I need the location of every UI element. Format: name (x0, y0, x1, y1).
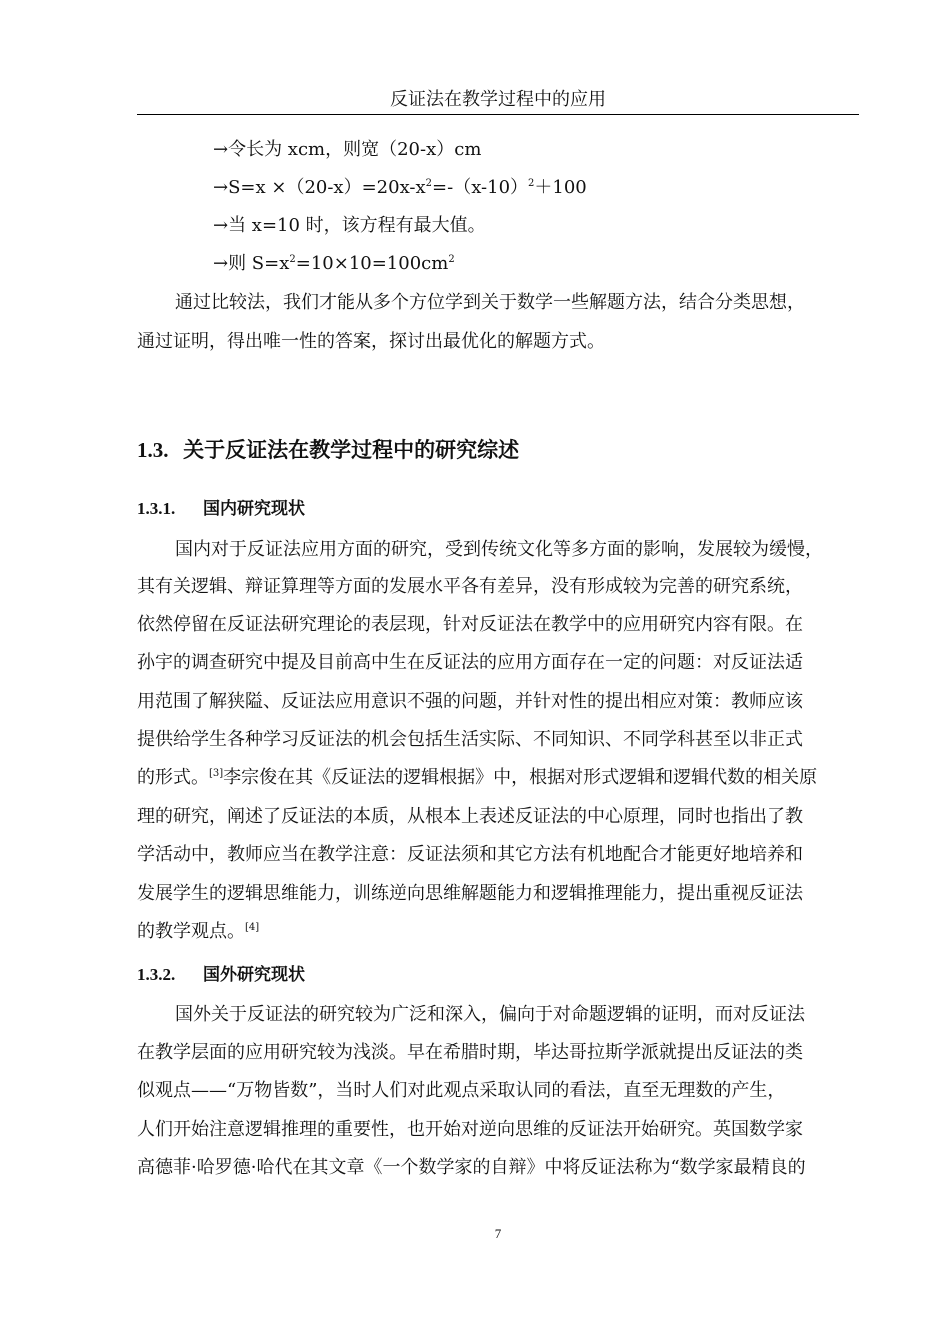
calc-line-1 (213, 138, 481, 162)
paragraph-line: 提供给学生各种学习反证法的机会包括生活实际、不同知识、不同学科甚至以非正式 (137, 729, 803, 750)
summary-line: 通过比较法，我们才能从多个方位学到关于数学一些解题方法，结合分类思想， (175, 292, 805, 313)
paragraph-line: 人们开始注意逻辑推理的重要性，也开始对逆向思维的反证法开始研究。英国数学家 (137, 1119, 803, 1140)
paragraph-line: 依然停留在反证法研究理论的表层现，针对反证法在教学中的应用研究内容有限。在 (137, 614, 803, 635)
paragraph-line: 理的研究，阐述了反证法的本质，从根本上表述反证法的中心原理，同时也指出了教 (137, 806, 803, 827)
paragraph-line: 似观点——“万物皆数”，当时人们对此观点采取认同的看法，直至无理数的产生， (137, 1080, 786, 1101)
paragraph-line: 国内对于反证法应用方面的研究，受到传统文化等多方面的影响，发展较为缓慢， (175, 539, 823, 560)
paragraph-line: 其有关逻辑、辩证算理等方面的发展水平各有差异，没有形成较为完善的研究系统， (137, 576, 803, 597)
calc-text: →当 x=10 时，该方程有最大值。 (213, 215, 486, 236)
paragraph-line: 在教学层面的应用研究较为浅淡。早在希腊时期，毕达哥拉斯学派就提出反证法的类 (137, 1042, 803, 1063)
calc-text: =-（x-10） (432, 177, 529, 198)
running-header: 反证法在教学过程中的应用 (390, 89, 606, 110)
subsection-number: 1.3.2. (137, 965, 176, 984)
calc-text: =10×10=100cm (295, 253, 449, 274)
header-rule (137, 114, 859, 115)
superscript: 2 (528, 178, 535, 189)
paragraph-text: 李宗俊在其《反证法的逻辑根据》中，根据对形式逻辑和逻辑代数的相关原 (223, 767, 818, 788)
subsection-title: 国内研究现状 (203, 499, 305, 519)
calc-text: →令长为 xcm，则宽（20-x）cm (213, 139, 482, 160)
calc-line-4 (213, 252, 455, 276)
page-number: 7 (494, 1226, 502, 1241)
summary-line: 通过证明，得出唯一性的答案，探讨出最优化的解题方式。 (137, 331, 605, 352)
calc-text: ＋100 (534, 177, 587, 198)
calc-text: →则 S=x (213, 253, 290, 274)
paragraph-line: 学活动中，教师应当在教学注意：反证法须和其它方法有机地配合才能更好地培养和 (137, 844, 803, 865)
section-title: 关于反证法在教学过程中的研究综述 (183, 438, 520, 462)
citation-ref: [3] (209, 768, 224, 779)
superscript: 2 (289, 254, 296, 265)
citation-ref: [4] (245, 922, 260, 933)
superscript: 2 (425, 178, 433, 189)
subsection-heading-domestic (137, 497, 305, 521)
paragraph-line (137, 766, 817, 790)
section-heading (137, 436, 519, 464)
subsection-title: 国外研究现状 (203, 965, 305, 985)
paragraph-text: 的形式。 (137, 767, 209, 788)
paragraph-text: 的教学观点。 (137, 921, 245, 942)
paragraph-line: 国外关于反证法的研究较为广泛和深入，偏向于对命题逻辑的证明，而对反证法 (175, 1004, 805, 1025)
paragraph-line: 用范围了解狭隘、反证法应用意识不强的问题，并针对性的提出相应对策：教师应该 (137, 691, 803, 712)
calc-line-3 (213, 214, 486, 238)
paragraph-line (137, 920, 259, 944)
paragraph-line: 发展学生的逻辑思维能力，训练逆向思维解题能力和逻辑推理能力，提出重视反证法 (137, 883, 803, 904)
subsection-heading-foreign (137, 963, 305, 987)
section-number: 1.3. (137, 438, 169, 462)
calc-text: →S=x ×（20-x）=20x-x (213, 177, 426, 198)
calc-line-2 (213, 176, 587, 200)
paragraph-line: 孙宇的调查研究中提及目前高中生在反证法的应用方面存在一定的问题：对反证法适 (137, 652, 803, 673)
paragraph-line: 高德菲·哈罗德·哈代在其文章《一个数学家的自辩》中将反证法称为“数学家最精良的 (137, 1157, 806, 1178)
superscript: 2 (448, 254, 455, 265)
subsection-number: 1.3.1. (137, 499, 176, 518)
